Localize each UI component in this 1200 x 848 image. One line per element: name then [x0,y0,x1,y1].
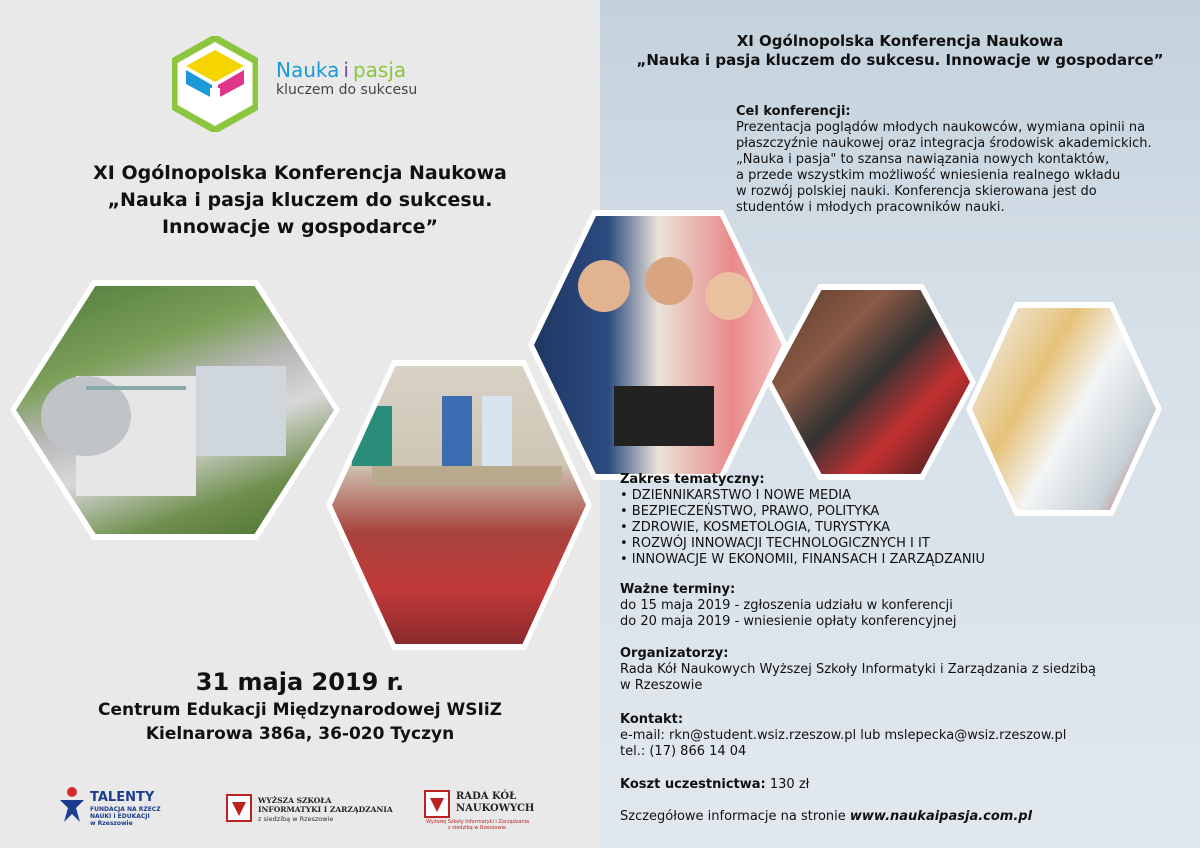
left-conference-title [40,160,560,241]
wsiz-line2: INFORMATYKI I ZARZĄDZANIA [258,805,393,814]
topic-item: • ROZWÓJ INNOWACJI TECHNOLOGICZNYCH I IT [620,536,930,551]
deadline-line: do 20 maja 2019 - wniesienie opłaty konferencyjnej [620,614,957,629]
talenty-sub1: FUNDACJA NA RZECZ [90,806,161,813]
rkn-line4: z siedzibą w Rzeszowie [448,825,506,831]
logo-wordmark [276,58,406,82]
topics-heading: Zakres tematyczny: [620,472,765,487]
goal-line: Prezentacja poglądów młodych naukowców, wymiana opinii na [736,120,1146,135]
goal-line: studentów i młodych pracowników nauki. [736,200,1005,215]
left-title-line2: „Nauka i pasja kluczem do sukcesu. [107,189,493,211]
event-venue: Centrum Edukacji Międzynarodowej WSIiZ [97,700,503,720]
goal-heading: Cel konferencji: [736,104,851,119]
wsiz-line1: WYŻSZA SZKOŁA [258,796,332,805]
contact-email[interactable]: e-mail: rkn@student.wsiz.rzeszow.pl lub mslepecka@wsiz.rzeszow.pl [620,728,1067,743]
organizers-heading: Organizatorzy: [620,646,729,661]
rkn-line3: Wyższej Szkoły Informatyki i Zarządzania [426,819,530,825]
event-date: 31 maja 2019 r. [195,668,405,696]
students-laptop-photo [528,210,788,480]
goal-line: a przede wszystkim możliwość wniesienia realnego wkładu [736,168,1121,183]
deadlines-heading: Ważne terminy: [620,582,736,597]
contact-heading: Kontakt: [620,712,684,727]
rkn-line1: RADA KÓŁ [456,791,517,802]
deadline-line: do 15 maja 2019 - zgłoszenia udziału w konferencji [620,598,953,613]
logo-subtitle: kluczem do sukcesu [276,82,418,98]
goal-line: w rozwój polskiej nauki. Konferencja skierowana jest do [736,184,1097,199]
right-title-line1: XI Ogólnopolska Konferencja Naukowa [736,32,1064,50]
logo-word-pasja: pasja [352,58,407,82]
rkn-line2: NAUKOWYCH [456,803,535,814]
topic-item: • INNOWACJE W EKONOMII, FINANSACH I ZARZĄDZANIU [620,552,986,567]
event-address: Kielnarowa 386a, 36-020 Tyczyn [145,724,455,744]
organizers-line: Rada Kół Naukowych Wyższej Szkoły Informatyki i Zarządzania z siedzibą [620,662,1097,677]
server-cables-photo [766,284,976,480]
organizers-section [620,646,1180,694]
conference-goal-section [736,104,1176,216]
topics-section [620,472,1180,568]
left-title-line1: XI Ogólnopolska Konferencja Naukowa [93,162,507,184]
left-title-line3: Innowacje w gospodarce” [161,216,439,238]
contact-phone: tel.: (17) 866 14 04 [620,744,747,759]
topic-item: • DZIENNIKARSTWO I NOWE MEDIA [620,488,851,503]
topic-item: • BEZPIECZEŃSTWO, PRAWO, POLITYKA [620,504,880,519]
right-title-line2: „Nauka i pasja kluczem do sukcesu. Innowacje w gospodarce” [636,51,1164,69]
cost-label: Koszt uczestnictwa: [620,777,766,792]
event-details [40,666,560,746]
talenty-sub3: w Rzeszowie [90,820,133,827]
info-section [620,809,1180,825]
cost-value: 130 zł [769,777,810,792]
info-text: Szczegółowe informacje na stronie [620,809,846,824]
logo-word-nauka: Nauka [276,58,340,82]
rkn-emblem-icon [424,790,450,818]
deadlines-section [620,582,1180,630]
cube-logo-icon [172,36,258,132]
wsiz-line3: z siedzibą w Rzeszowie [258,815,334,823]
wsiz-emblem-icon [226,794,252,822]
right-conference-title [600,32,1200,70]
cost-section [620,777,1180,793]
contact-section [620,712,1180,760]
talenty-sub2: NAUKI I EDUKACJI [90,813,150,820]
organizers-line: w Rzeszowie [620,678,703,693]
talenty-title: TALENTY [90,790,155,805]
goal-line: „Nauka i pasja" to szansa nawiązania nowych kontaktów, [736,152,1110,167]
goal-line: płaszczyźnie naukowej oraz integracja środowisk akademickich. [736,136,1152,151]
campus-building-photo [10,280,340,540]
topic-item: • ZDROWIE, KOSMETOLOGIA, TURYSTYKA [620,520,891,535]
talenty-figure-icon [58,786,86,824]
logo-word-i: i [343,58,349,82]
website-link[interactable]: www.naukaipasja.com.pl [849,809,1033,824]
